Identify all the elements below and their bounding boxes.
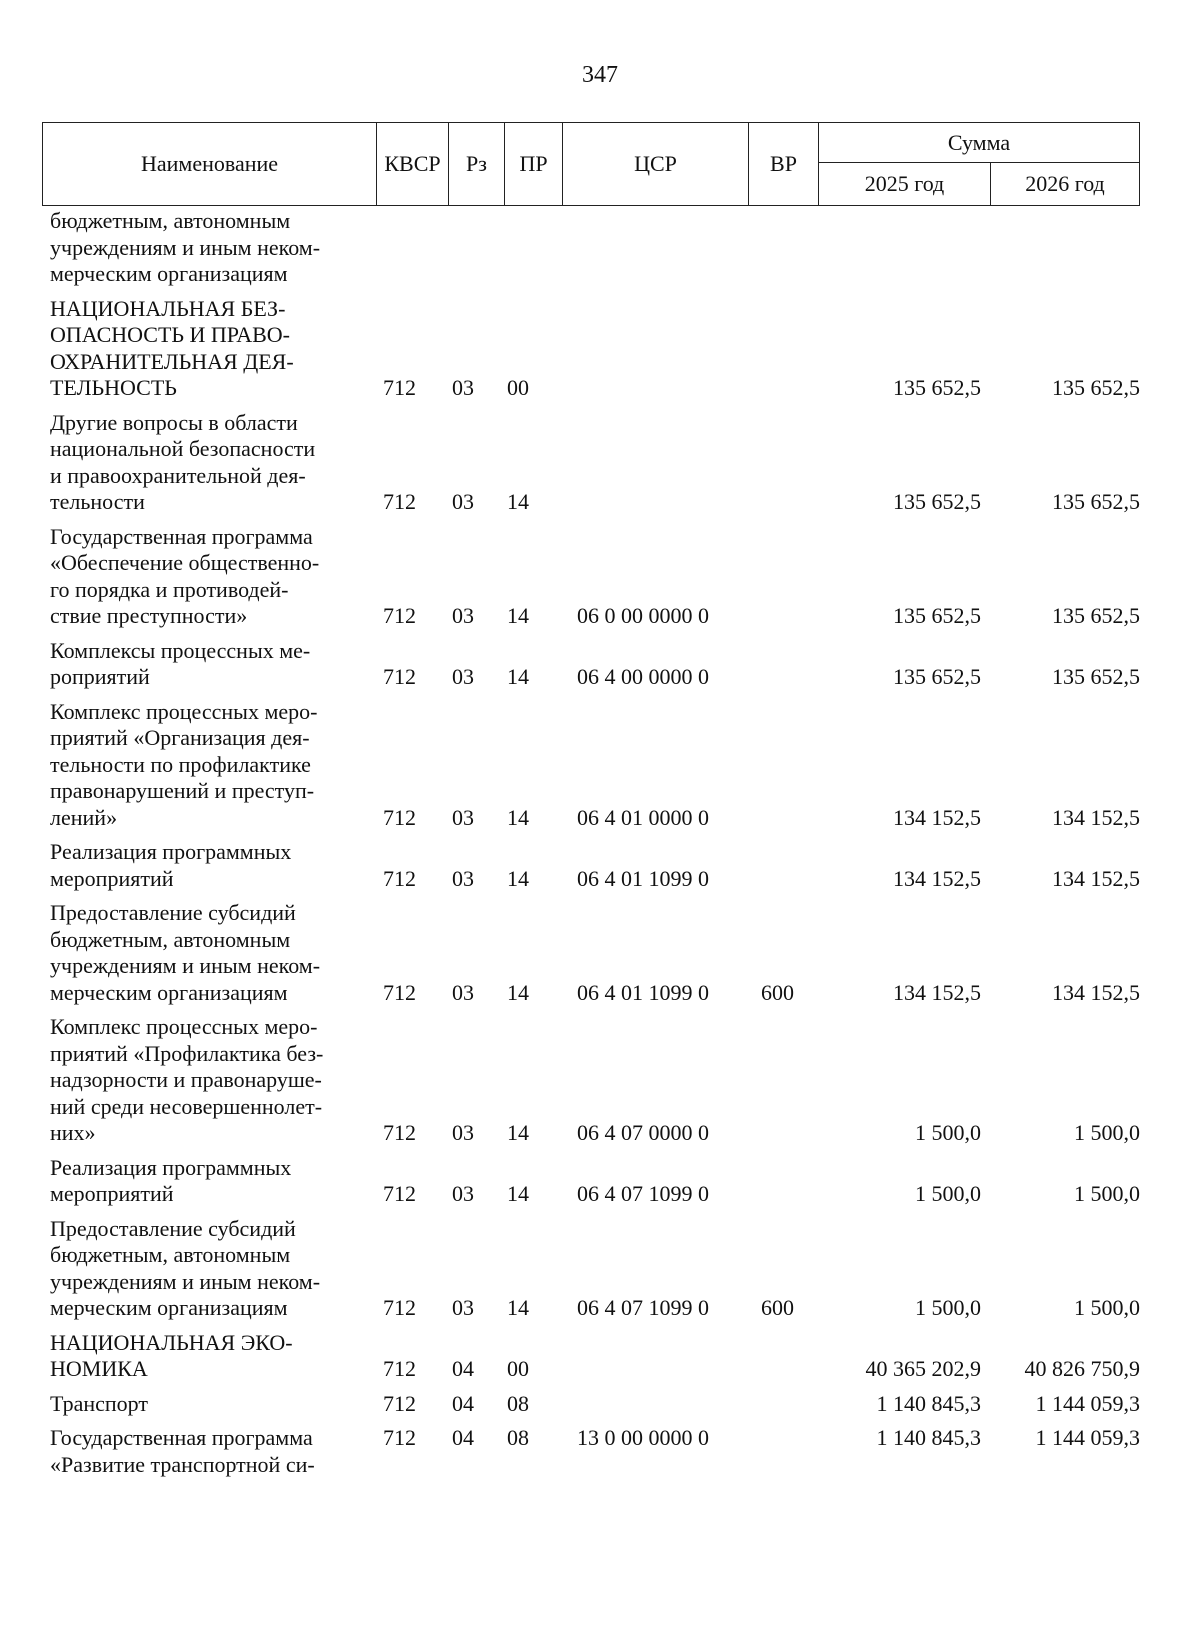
row-csr: 06 4 00 0000 0 — [577, 664, 709, 689]
row-pr: 14 — [507, 1181, 529, 1206]
row-csr: 06 0 00 0000 0 — [577, 603, 709, 628]
row-name: Транспорт — [50, 1390, 149, 1416]
header-kvsr: КВСР — [376, 123, 448, 205]
row-name: НАЦИОНАЛЬНАЯ ЭКО- НОМИКА — [50, 1329, 293, 1381]
row-name: Реализация программных мероприятий — [50, 839, 292, 891]
row-name: Предоставление субсидий бюджетным, автономным учреждениям и иным неком- мерческим организациям — [50, 900, 321, 1005]
row-sum-2026: 1 500,0 — [1074, 1295, 1140, 1320]
row-sum-2025: 135 652,5 — [893, 603, 981, 628]
row-pr: 14 — [507, 979, 529, 1005]
row-sum-2025: 1 500,0 — [915, 1295, 981, 1320]
row-rz: 03 — [452, 1295, 474, 1320]
row-sum-2026: 134 152,5 — [1052, 865, 1140, 891]
row-kvsr: 712 — [383, 1120, 416, 1145]
row-csr: 06 4 07 0000 0 — [577, 1120, 709, 1145]
header-pr: ПР — [504, 123, 562, 205]
header-vr: ВР — [748, 123, 818, 205]
row-pr: 14 — [507, 1295, 529, 1320]
row-sum-2026: 134 152,5 — [1052, 804, 1140, 830]
header-rz: Рз — [448, 123, 504, 205]
row-name: Предоставление субсидий бюджетным, автономным учреждениям и иным неком- мерческим организациям — [50, 1215, 321, 1320]
row-sum-2025: 1 500,0 — [915, 1181, 981, 1206]
row-sum-2025: 1 140 845,3 — [876, 1425, 981, 1450]
row-pr: 14 — [507, 1120, 529, 1145]
row-name: Комплексы процессных ме- роприятий — [50, 637, 311, 689]
table-row — [42, 524, 1140, 630]
row-sum-2025: 1 500,0 — [915, 1120, 981, 1145]
header-sum: Сумма — [818, 123, 1139, 163]
row-csr: 06 4 01 0000 0 — [577, 804, 709, 830]
row-rz: 03 — [452, 804, 474, 830]
row-sum-2025: 135 652,5 — [893, 375, 981, 400]
row-sum-2026: 134 152,5 — [1052, 979, 1140, 1005]
row-sum-2026: 1 500,0 — [1074, 1181, 1140, 1206]
row-kvsr: 712 — [383, 664, 416, 689]
row-name: Комплекс процессных меро- приятий «Организация дея- тельности по профилактике правонарушений и преступ- лений» — [50, 698, 318, 830]
row-kvsr: 712 — [383, 1356, 416, 1381]
row-csr: 06 4 01 1099 0 — [577, 979, 709, 1005]
row-pr: 00 — [507, 1356, 529, 1381]
row-sum-2026: 40 826 750,9 — [1024, 1356, 1140, 1381]
row-sum-2025: 134 152,5 — [893, 979, 981, 1005]
row-pr: 00 — [507, 375, 529, 400]
row-kvsr: 712 — [383, 489, 416, 514]
row-rz: 03 — [452, 979, 474, 1005]
row-kvsr: 712 — [383, 603, 416, 628]
row-name: бюджетным, автономным учреждениям и иным неком- мерческим организациям — [50, 208, 321, 286]
row-name: Реализация программных мероприятий — [50, 1154, 292, 1206]
row-name: Государственная программа «Развитие транспортной си- — [50, 1425, 315, 1477]
row-name: Государственная программа «Обеспечение общественно- го порядка и противодей- ствие преступности» — [50, 523, 320, 628]
row-sum-2026: 135 652,5 — [1052, 664, 1140, 689]
page-number: 347 — [582, 62, 618, 88]
row-kvsr: 712 — [383, 1425, 416, 1450]
row-sum-2026: 135 652,5 — [1052, 375, 1140, 400]
row-rz: 03 — [452, 1181, 474, 1206]
row-csr: 06 4 07 1099 0 — [577, 1295, 709, 1320]
row-pr: 14 — [507, 865, 529, 891]
table-row — [42, 1014, 1140, 1147]
header-year-2026: 2026 год — [990, 163, 1139, 205]
row-rz: 03 — [452, 375, 474, 400]
row-sum-2025: 134 152,5 — [893, 865, 981, 891]
row-sum-2026: 1 144 059,3 — [1035, 1390, 1140, 1416]
table-row — [42, 699, 1140, 832]
row-name: Другие вопросы в области национальной безопасности и правоохранительной дея- тельности — [50, 409, 316, 514]
row-kvsr: 712 — [383, 865, 416, 891]
table-row — [42, 410, 1140, 516]
row-rz: 04 — [452, 1425, 474, 1450]
row-pr: 08 — [507, 1425, 529, 1450]
row-kvsr: 712 — [383, 375, 416, 400]
header-name: Наименование — [140, 151, 279, 176]
table-row — [42, 1425, 1140, 1478]
header-year-2025: 2025 год — [818, 163, 990, 205]
row-rz: 03 — [452, 603, 474, 628]
row-vr: 600 — [761, 979, 794, 1005]
row-kvsr: 712 — [383, 1390, 416, 1416]
row-sum-2025: 40 365 202,9 — [865, 1356, 981, 1381]
row-kvsr: 712 — [383, 1295, 416, 1320]
table-row — [42, 1216, 1140, 1322]
header-csr: ЦСР — [562, 123, 748, 205]
row-csr: 06 4 07 1099 0 — [577, 1181, 709, 1206]
row-kvsr: 712 — [383, 1181, 416, 1206]
table-row — [42, 1330, 1140, 1383]
row-name: Комплекс процессных меро- приятий «Профилактика без- надзорности и правонаруше- ний среди несовершеннолет- них» — [50, 1014, 324, 1145]
row-sum-2026: 135 652,5 — [1052, 603, 1140, 628]
row-sum-2025: 135 652,5 — [893, 489, 981, 514]
row-sum-2025: 135 652,5 — [893, 664, 981, 689]
row-sum-2025: 1 140 845,3 — [876, 1390, 981, 1416]
row-rz: 03 — [452, 489, 474, 514]
row-sum-2026: 1 500,0 — [1074, 1120, 1140, 1145]
row-rz: 03 — [452, 1120, 474, 1145]
row-kvsr: 712 — [383, 804, 416, 830]
table-row — [42, 1391, 1140, 1418]
table-row — [42, 900, 1140, 1006]
row-vr: 600 — [761, 1295, 794, 1320]
row-csr: 13 0 00 0000 0 — [577, 1425, 709, 1450]
table-row — [42, 638, 1140, 691]
table-row — [42, 839, 1140, 892]
table-row — [42, 1155, 1140, 1208]
table-header — [42, 122, 1140, 206]
table-row — [42, 208, 1140, 288]
row-sum-2026: 1 144 059,3 — [1035, 1425, 1140, 1450]
row-rz: 04 — [452, 1356, 474, 1381]
row-pr: 14 — [507, 603, 529, 628]
table-body — [42, 208, 1140, 1486]
row-rz: 03 — [452, 664, 474, 689]
row-pr: 14 — [507, 664, 529, 689]
row-rz: 04 — [452, 1390, 474, 1416]
row-name: НАЦИОНАЛЬНАЯ БЕЗ- ОПАСНОСТЬ И ПРАВО- ОХРАНИТЕЛЬНАЯ ДЕЯ- ТЕЛЬНОСТЬ — [50, 295, 294, 400]
row-kvsr: 712 — [383, 979, 416, 1005]
row-csr: 06 4 01 1099 0 — [577, 865, 709, 891]
row-rz: 03 — [452, 865, 474, 891]
row-sum-2025: 134 152,5 — [893, 804, 981, 830]
table-row — [42, 296, 1140, 402]
row-sum-2026: 135 652,5 — [1052, 489, 1140, 514]
row-pr: 14 — [507, 804, 529, 830]
row-pr: 08 — [507, 1390, 529, 1416]
row-pr: 14 — [507, 489, 529, 514]
